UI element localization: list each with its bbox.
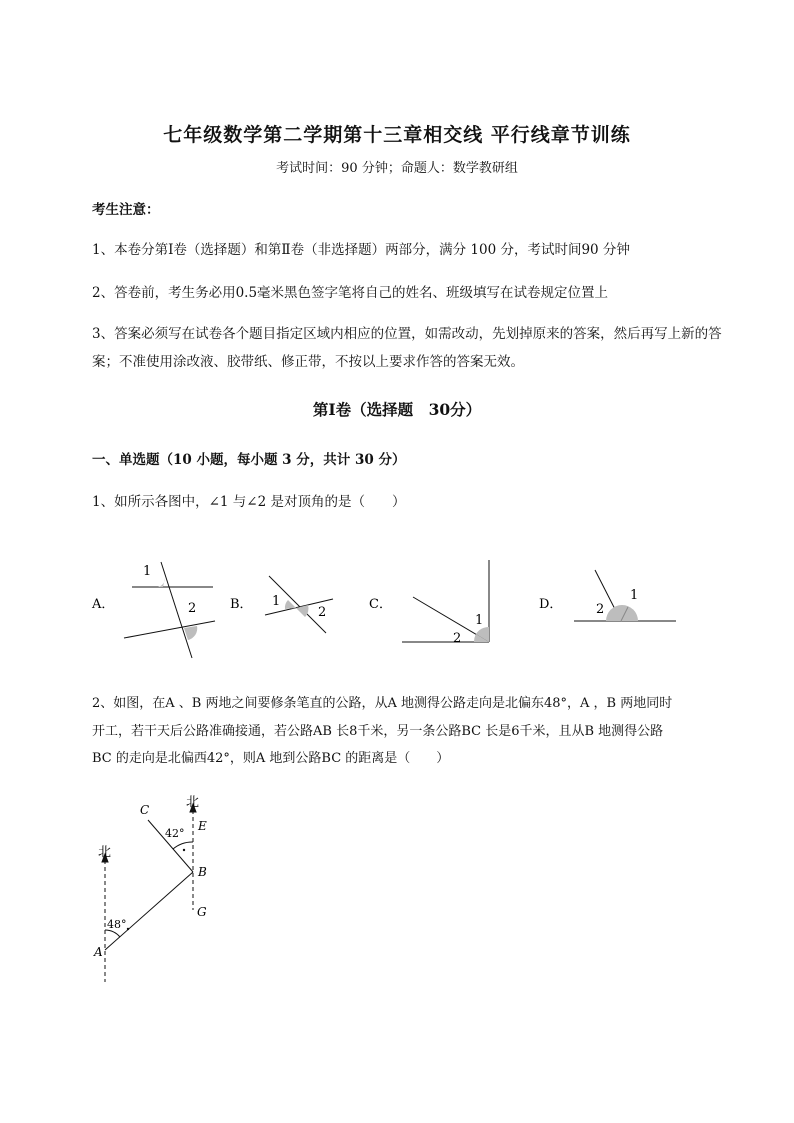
- question-2-figure: [85, 790, 315, 1000]
- fig-d-angle-1: 1: [630, 588, 639, 603]
- question-1-figures: [0, 550, 794, 670]
- fig-b-angle-2: 2: [318, 605, 327, 620]
- north-label-a: 北: [98, 845, 112, 860]
- point-a: A: [94, 945, 103, 959]
- fig-a-angle-2: 2: [188, 601, 197, 616]
- figure-d: [574, 570, 676, 621]
- question-2-line-2: 开工，若干天后公路准确接通，若公路AB 长8千米，另一条公路BC 长是6千米，且从B 地测得公路: [92, 724, 664, 739]
- fig-d-angle-2: 2: [596, 602, 605, 617]
- notice-heading: 考生注意：: [92, 202, 160, 218]
- point-g: G: [197, 905, 207, 919]
- point-e: E: [198, 819, 207, 833]
- figure-a: [124, 562, 215, 658]
- option-a-label[interactable]: A．: [92, 597, 115, 612]
- point-c: C: [140, 803, 150, 817]
- question-2-line-1: 2、如图，在A 、B 两地之间要修条笔直的公路，从A 地测得公路走向是北偏东48°，A ，B 两地同时: [92, 696, 673, 711]
- angle-42: 42°: [165, 827, 185, 840]
- fig-b-angle-1: 1: [272, 594, 281, 609]
- part-heading: 一、单选题（10 小题，每小题 3 分，共计 30 分）: [92, 452, 406, 468]
- notice-item-1: 1、本卷分第Ⅰ卷（选择题）和第Ⅱ卷（非选择题）两部分，满分 100 分，考试时间90 分钟: [92, 242, 630, 258]
- notice-item-2: 2、答卷前，考生务必用0.5毫米黑色签字笔将自己的姓名、班级填写在试卷规定位置上: [92, 285, 609, 301]
- fig-c-angle-1: 1: [475, 613, 484, 628]
- figure-c: [402, 560, 489, 642]
- question-1-stem: 1、如所示各图中，∠1 与∠2 是对顶角的是（ ）: [92, 494, 406, 510]
- north-label-b: 北: [186, 795, 200, 810]
- notice-item-3: 3、答案必须写在试卷各个题目指定区域内相应的位置，如需改动，先划掉原来的答案，然后再写上新的答案；不准使用涂改液、胶带纸、修正带，不按以上要求作答的答案无效。: [92, 326, 722, 370]
- fig-c-angle-2: 2: [453, 631, 462, 646]
- angle-48: 48°: [107, 918, 127, 931]
- option-c-label[interactable]: C．: [369, 597, 392, 612]
- section-title: 第Ⅰ卷（选择题 30分）: [312, 400, 482, 419]
- point-b: B: [198, 865, 207, 879]
- page-subtitle: 考试时间：90 分钟；命题人：数学教研组: [276, 161, 518, 176]
- fig-a-angle-1: 1: [143, 564, 152, 579]
- page-title: 七年级数学第二学期第十三章相交线 平行线章节训练: [163, 124, 631, 146]
- question-2-line-3: BC 的走向是北偏西42°，则A 地到公路BC 的距离是（ ）: [92, 751, 450, 766]
- option-b-label[interactable]: B．: [230, 597, 253, 612]
- option-d-label[interactable]: D．: [539, 597, 563, 612]
